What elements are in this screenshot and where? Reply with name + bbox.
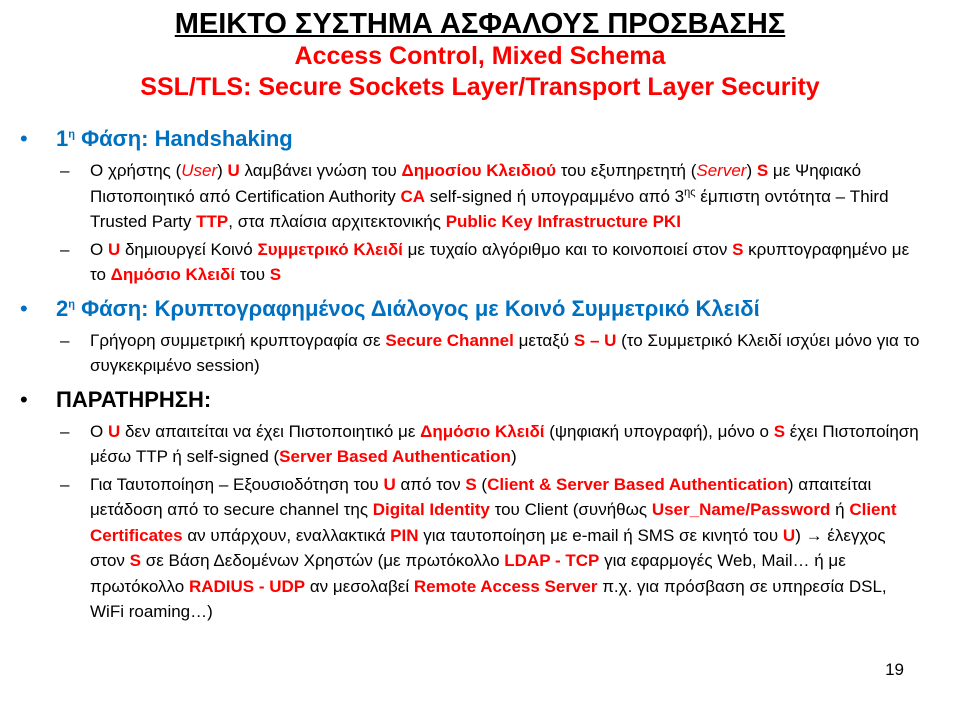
note-point-client-server-auth: – Για Ταυτοποίηση – Εξουσιοδότηση του U από τον S (Client & Server Based Authentication) απαιτείται μετάδοση από το secure channel της Digital Identity του Client (συνήθως User_Name/Password ή Client Certificates αν υπάρχουν, εναλλακτικά PIN για ταυτοποίηση με e-mail ή SMS σε κινητό του U) → έλεγχος στον S σε Βάση Δεδομένων Χρηστών (με πρωτόκολλο LDAP - TCP για εφαρμογές Web, Mail… ή με πρωτόκολλο RADIUS - UDP αν μεσολαβεί Remote Access Server π.χ. για πρόσβαση σε υπηρεσία DSL, WiFi roaming…) [60,472,945,625]
phase2-heading: • $2^\eta$ Φάση: Κρυπτογραφημένος Διάλογος με Κοινό Συμμετρικό Κλειδί [20,292,945,326]
slide-title: ΜΕΙΚΤΟ ΣΥΣΤΗΜΑ ΑΣΦΑΛΟΥΣ ΠΡΟΣΒΑΣΗΣ [174,8,786,40]
note-point-server-auth: – Ο U δεν απαιτείται να έχει Πιστοποιητικό με Δημόσιο Κλειδί (ψηφιακή υπογραφή), μόνο ο S έχει Πιστοποίηση μέσω TTP ή self-signed (Server Based Authentication) [60,419,945,470]
slide-content [20,118,945,625]
dash: – [60,421,70,441]
title-block [0,8,960,103]
slide-subtitle-access-control: Access Control, Mixed Schema [294,42,666,70]
dash: – [60,239,70,259]
bullet-dot: • [20,295,28,321]
bullet-dot: • [20,126,28,151]
dash: – [60,161,70,180]
slide-subtitle-ssl-tls: SSL/TLS: Secure Sockets Layer/Transport Layer Security [140,73,820,101]
phase2-point-secure-channel: – Γρήγορη συμμετρική κρυπτογραφία σε Secure Channel μεταξύ S – U (το Συμμετρικό Κλειδί ισχύει μόνο για το συγκεκριμένο session) [60,328,945,379]
dash: – [60,474,70,494]
note-heading: • ΠΑΡΑΤΗΡΗΣΗ: [20,383,945,417]
phase1-heading: • $1^\eta$ Φάση: Handshaking [20,122,945,156]
phase1-point-public-key: – Ο χρήστης (User) U λαμβάνει γνώση του Δημοσίου Κλειδιού του εξυπηρετητή (Server) S με Ψηφιακό Πιστοποιητικό από Certification Authority CA self-signed ή υπογραμμένο από $3^{\eta\varsigma}$ έμπιστη οντότητα – Third Trusted Party TTP, στα πλαίσια αρχιτεκτονικής Public Key Infrastructure PKI [60,158,945,235]
page-number: 19 [885,660,904,679]
bullet-dot: • [20,386,28,412]
dash: – [60,330,70,350]
phase1-point-symmetric-key: – Ο U δημιουργεί Κοινό Συμμετρικό Κλειδί με τυχαίο αλγόριθμο και το κοινοποιεί στον S κρυπτογραφημένο με το Δημόσιο Κλειδί του S [60,237,945,288]
